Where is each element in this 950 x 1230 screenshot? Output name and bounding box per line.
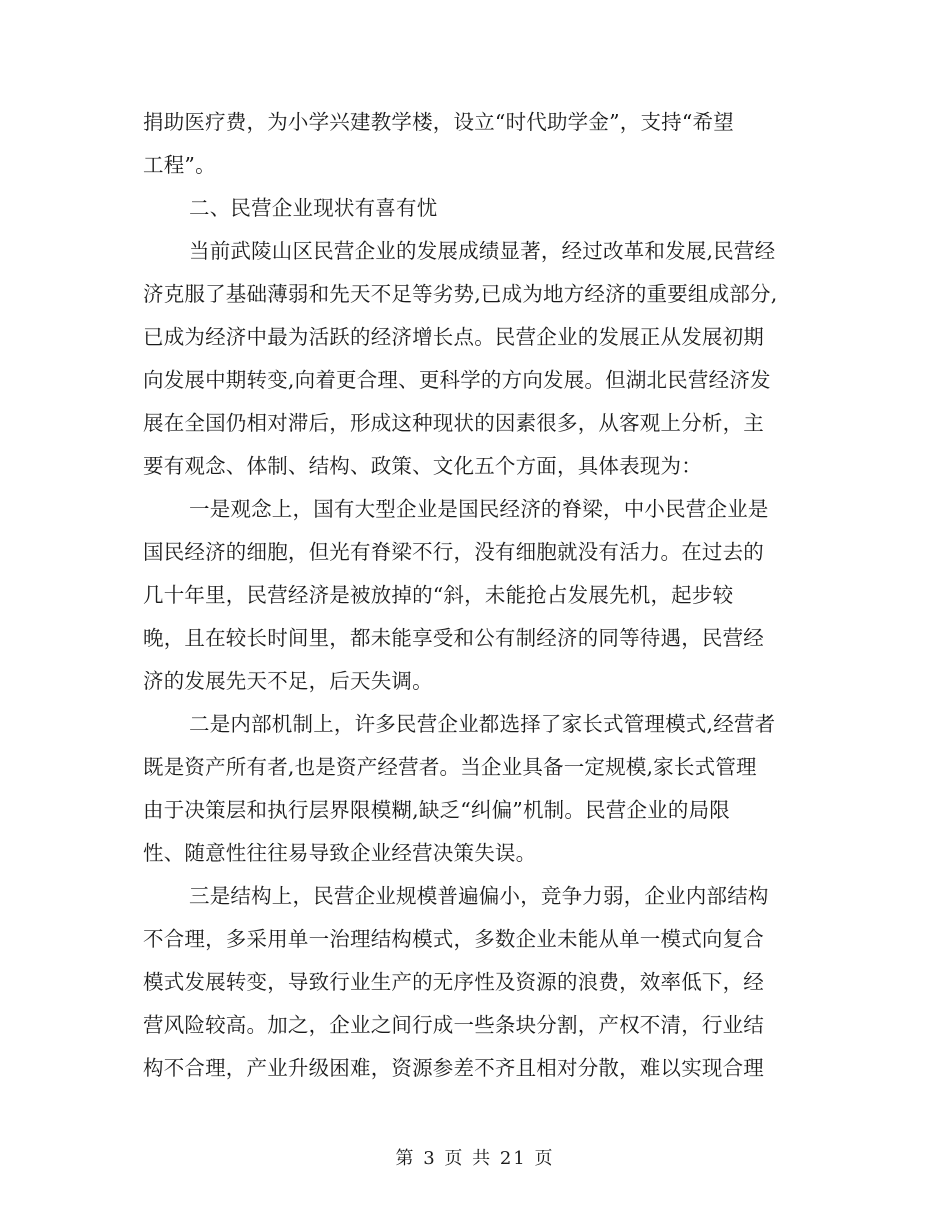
- text-line: 当前武陵山区民营企业的发展成绩显著，经过改革和发展,民营经: [189, 239, 776, 263]
- text-line: 要有观念、体制、结构、政策、文化五个方面，具体表现为：: [143, 454, 702, 478]
- text-line: 展在全国仍相对滞后，形成这种现状的因素很多，从客观上分析，主: [143, 411, 764, 435]
- text-line: 工程”。: [143, 153, 216, 177]
- text-line: 济的发展先天不足，后天失调。: [143, 669, 433, 693]
- document-body: [143, 101, 808, 1090]
- text-line: 三是结构上，民营企业规模普遍偏小，竞争力弱，企业内部结构: [189, 884, 769, 908]
- text-line: 性、随意性往往易导致企业经营决策失误。: [143, 841, 537, 865]
- text-line: 几十年里，民营经济是被放掉的“斜，未能抢占发展先机，起步较: [143, 583, 734, 607]
- section-heading: 二、民营企业现状有喜有忧: [189, 196, 438, 220]
- text-line: 已成为经济中最为活跃的经济增长点。民营企业的发展正从发展初期: [143, 325, 764, 349]
- text-line: 一是观念上，国有大型企业是国民经济的脊梁，中小民营企业是: [189, 497, 769, 521]
- text-line: 捐助医疗费，为小学兴建教学楼，设立“时代助学金”，支持“希望: [143, 110, 734, 134]
- text-line: 国民经济的细胞，但光有脊梁不行，没有细胞就没有活力。在过去的: [143, 540, 764, 564]
- page-number-footer: 第 3 页 共 21 页: [395, 1148, 555, 1169]
- text-line: 济克服了基础薄弱和先天不足等劣势,已成为地方经济的重要组成部分,: [143, 282, 778, 306]
- text-line: 向发展中期转变,向着更合理、更科学的方向发展。但湖北民营经济发: [143, 368, 771, 392]
- text-line: 由于决策层和执行层界限模糊,缺乏“纠偏”机制。民营企业的局限: [143, 798, 730, 822]
- text-line: 不合理，多采用单一治理结构模式，多数企业未能从单一模式向复合: [143, 927, 764, 951]
- text-line: 构不合理，产业升级困难，资源参差不齐且相对分散，难以实现合理: [143, 1056, 764, 1080]
- text-line: 模式发展转变，导致行业生产的无序性及资源的浪费，效率低下，经: [143, 970, 764, 994]
- text-line: 既是资产所有者,也是资产经营者。当企业具备一定规模,家长式管理: [143, 755, 757, 779]
- text-line: 晚，且在较长时间里，都未能享受和公有制经济的同等待遇，民营经: [143, 626, 764, 650]
- text-line: 营风险较高。加之，企业之间行成一些条块分割，产权不清，行业结: [143, 1013, 764, 1037]
- text-line: 二是内部机制上，许多民营企业都选择了家长式管理模式,经营者: [189, 712, 776, 736]
